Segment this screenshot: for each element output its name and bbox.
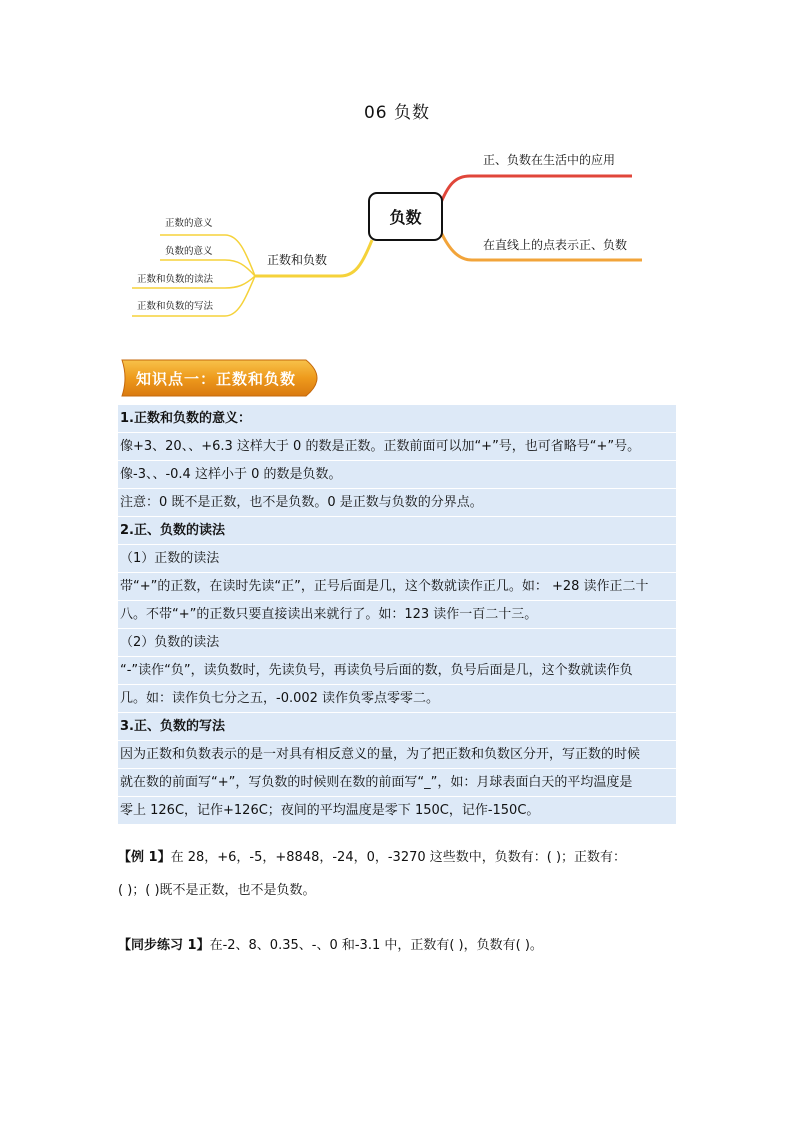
mind-map	[0, 0, 794, 340]
center-node-label: 负数	[389, 208, 422, 227]
example-1-tag: 【例 1】	[118, 850, 171, 865]
branch-label-1: 正、负数在生活中的应用	[483, 153, 616, 167]
practice-1-text: 在-2、8、0.35、-、0 和-3.1 中，正数有( )，负数有( )。	[209, 938, 543, 953]
text-line: 像+3、20、、+6.3 这样大于 0 的数是正数。正数前面可以加“+”号，也可省略号“+”号。	[118, 433, 676, 461]
example-1-line-2: ( )；( )既不是正数，也不是负数。	[118, 883, 316, 898]
text-line: 零上 126C，记作+126C；夜间的平均温度是零下 150C，记作-150C。	[118, 797, 676, 825]
text-line: “-”读作“负”，读负数时，先读负号，再读负号后面的数，负号后面是几，这个数就读作负	[118, 657, 676, 685]
heading-meaning: 1.正数和负数的意义：	[118, 405, 676, 433]
practice-1-tag: 【同步练习 1】	[118, 938, 210, 953]
heading-writing: 3.正、负数的写法	[118, 713, 676, 741]
leaf-label-1: 正数的意义	[165, 218, 213, 229]
branch-label-left: 正数和负数	[267, 253, 328, 267]
subheading: （2）负数的读法	[118, 629, 676, 657]
text-line: 几。如：读作负七分之五，-0.002 读作负零点零零二。	[118, 685, 676, 713]
leaf-label-3: 正数和负数的读法	[137, 274, 214, 285]
branch-line-red	[440, 176, 632, 205]
example-1-text: 在 28，+6，-5，+8848，-24，0，-3270 这些数中，负数有：( )；正数有：	[170, 850, 627, 865]
leaf-label-4: 正数和负数的写法	[137, 301, 214, 312]
knowledge-box	[118, 405, 676, 825]
practice-1	[118, 934, 543, 953]
page-title: 06 负数	[363, 103, 431, 123]
text-line: 就在数的前面写“+”，写负数的时候则在数的前面写“_”，如：月球表面白天的平均温度是	[118, 769, 676, 797]
branch-label-2: 在直线上的点表示正、负数	[483, 238, 628, 252]
text-line: 像-3、、-0.4 这样小于 0 的数是负数。	[118, 461, 676, 489]
text-line: 八。不带“+”的正数只要直接读出来就行了。如：123 读作一百二十三。	[118, 601, 676, 629]
example-1-line-1	[118, 846, 626, 865]
section-banner-label: 知识点一：正数和负数	[136, 370, 297, 388]
text-line: 带“+”的正数，在读时先读“正”，正号后面是几，这个数就读作正几。如： +28 读作正二十	[118, 573, 676, 601]
heading-reading: 2.正、负数的读法	[118, 517, 676, 545]
leaf-label-2: 负数的意义	[165, 246, 213, 257]
text-line: 注意：0 既不是正数，也不是负数。0 是正数与负数的分界点。	[118, 489, 676, 517]
subheading: （1）正数的读法	[118, 545, 676, 573]
text-line: 因为正数和负数表示的是一对具有相反意义的量，为了把正数和负数区分开，写正数的时候	[118, 741, 676, 769]
